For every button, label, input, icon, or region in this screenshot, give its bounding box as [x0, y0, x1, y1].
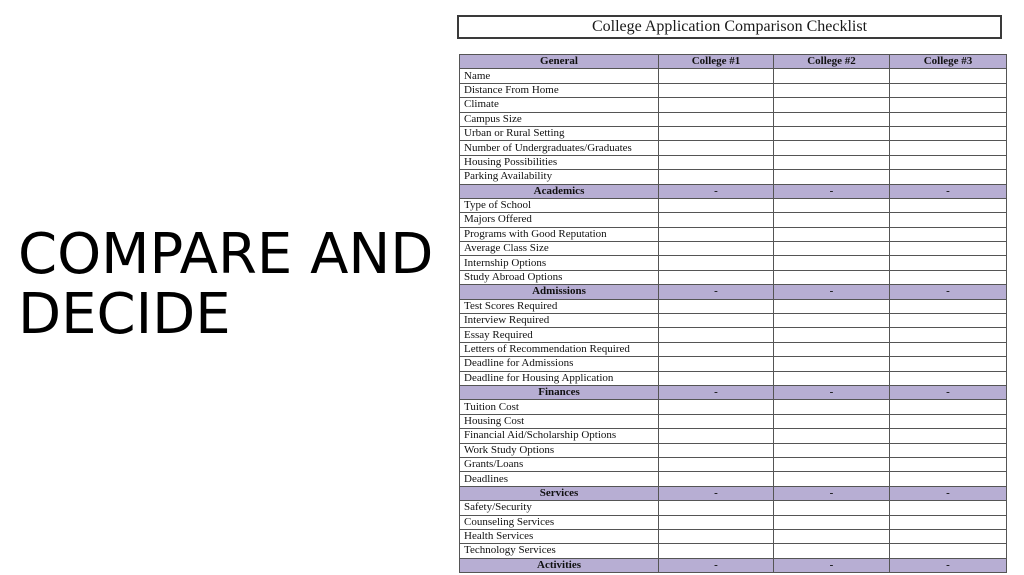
- empty-cell: [890, 472, 1007, 486]
- slide-title: COMPARE AND DECIDE: [18, 222, 434, 347]
- table-row: [460, 198, 1007, 212]
- empty-cell: [659, 98, 774, 112]
- column-header: College #3: [890, 55, 1007, 69]
- section-label: Academics: [460, 184, 659, 198]
- empty-cell: [890, 429, 1007, 443]
- empty-cell: [659, 501, 774, 515]
- table-row: [460, 529, 1007, 543]
- empty-cell: [890, 357, 1007, 371]
- empty-cell: [659, 342, 774, 356]
- row-label: Deadline for Admissions: [460, 357, 659, 371]
- row-label: Interview Required: [460, 314, 659, 328]
- empty-cell: [774, 155, 890, 169]
- empty-cell: [659, 227, 774, 241]
- table-row: [460, 112, 1007, 126]
- empty-cell: [659, 126, 774, 140]
- table-row: [460, 98, 1007, 112]
- column-header: General: [460, 55, 659, 69]
- empty-cell: [774, 170, 890, 184]
- table-row: [460, 314, 1007, 328]
- table-row: [460, 371, 1007, 385]
- table-row: [460, 457, 1007, 471]
- section-row: [460, 385, 1007, 399]
- empty-cell: [774, 198, 890, 212]
- row-label: Parking Availability: [460, 170, 659, 184]
- section-label: Admissions: [460, 285, 659, 299]
- table-row: [460, 443, 1007, 457]
- section-label: Activities: [460, 558, 659, 572]
- empty-cell: [890, 270, 1007, 284]
- empty-cell: [774, 429, 890, 443]
- table-row: [460, 126, 1007, 140]
- section-mark: -: [890, 558, 1007, 572]
- row-label: Majors Offered: [460, 213, 659, 227]
- row-label: Work Study Options: [460, 443, 659, 457]
- empty-cell: [890, 371, 1007, 385]
- empty-cell: [659, 213, 774, 227]
- empty-cell: [890, 69, 1007, 83]
- row-label: Internship Options: [460, 256, 659, 270]
- section-mark: -: [890, 486, 1007, 500]
- empty-cell: [890, 342, 1007, 356]
- empty-cell: [659, 400, 774, 414]
- empty-cell: [890, 155, 1007, 169]
- checklist-table: [459, 54, 1007, 573]
- empty-cell: [659, 357, 774, 371]
- section-mark: -: [659, 486, 774, 500]
- section-mark: -: [890, 285, 1007, 299]
- table-row: [460, 328, 1007, 342]
- row-label: Tuition Cost: [460, 400, 659, 414]
- row-label: Counseling Services: [460, 515, 659, 529]
- column-header: College #2: [774, 55, 890, 69]
- empty-cell: [890, 141, 1007, 155]
- table-row: [460, 242, 1007, 256]
- row-label: Name: [460, 69, 659, 83]
- section-mark: -: [890, 385, 1007, 399]
- empty-cell: [659, 242, 774, 256]
- empty-cell: [774, 227, 890, 241]
- empty-cell: [774, 443, 890, 457]
- table-row: [460, 357, 1007, 371]
- empty-cell: [774, 270, 890, 284]
- empty-cell: [890, 198, 1007, 212]
- empty-cell: [659, 155, 774, 169]
- section-row: [460, 184, 1007, 198]
- checklist-title: College Application Comparison Checklist: [457, 15, 1002, 39]
- section-mark: -: [774, 385, 890, 399]
- empty-cell: [659, 414, 774, 428]
- section-row: [460, 558, 1007, 572]
- empty-cell: [774, 256, 890, 270]
- empty-cell: [774, 141, 890, 155]
- empty-cell: [890, 515, 1007, 529]
- empty-cell: [890, 414, 1007, 428]
- table-row: [460, 213, 1007, 227]
- row-label: Type of School: [460, 198, 659, 212]
- empty-cell: [890, 112, 1007, 126]
- section-label: Services: [460, 486, 659, 500]
- empty-cell: [659, 314, 774, 328]
- empty-cell: [774, 98, 890, 112]
- row-label: Letters of Recommendation Required: [460, 342, 659, 356]
- table-row: [460, 256, 1007, 270]
- table-row: [460, 69, 1007, 83]
- section-mark: -: [659, 285, 774, 299]
- row-label: Climate: [460, 98, 659, 112]
- empty-cell: [659, 112, 774, 126]
- empty-cell: [659, 141, 774, 155]
- table-row: [460, 414, 1007, 428]
- section-label: Finances: [460, 385, 659, 399]
- empty-cell: [774, 83, 890, 97]
- row-label: Grants/Loans: [460, 457, 659, 471]
- empty-cell: [774, 400, 890, 414]
- section-mark: -: [659, 385, 774, 399]
- table-row: [460, 170, 1007, 184]
- empty-cell: [890, 227, 1007, 241]
- table-row: [460, 429, 1007, 443]
- empty-cell: [774, 371, 890, 385]
- row-label: Housing Possibilities: [460, 155, 659, 169]
- table-row: [460, 501, 1007, 515]
- empty-cell: [890, 98, 1007, 112]
- row-label: Urban or Rural Setting: [460, 126, 659, 140]
- empty-cell: [774, 242, 890, 256]
- section-mark: -: [774, 486, 890, 500]
- section-mark: -: [774, 184, 890, 198]
- table-row: [460, 544, 1007, 558]
- row-label: Technology Services: [460, 544, 659, 558]
- row-label: Health Services: [460, 529, 659, 543]
- row-label: Safety/Security: [460, 501, 659, 515]
- section-row: [460, 486, 1007, 500]
- empty-cell: [890, 242, 1007, 256]
- empty-cell: [890, 529, 1007, 543]
- empty-cell: [774, 69, 890, 83]
- row-label: Deadlines: [460, 472, 659, 486]
- empty-cell: [659, 83, 774, 97]
- empty-cell: [659, 170, 774, 184]
- empty-cell: [774, 314, 890, 328]
- empty-cell: [890, 256, 1007, 270]
- empty-cell: [774, 472, 890, 486]
- empty-cell: [659, 198, 774, 212]
- section-mark: -: [890, 184, 1007, 198]
- empty-cell: [774, 328, 890, 342]
- row-label: Deadline for Housing Application: [460, 371, 659, 385]
- empty-cell: [659, 371, 774, 385]
- empty-cell: [774, 112, 890, 126]
- section-mark: -: [659, 558, 774, 572]
- empty-cell: [774, 544, 890, 558]
- empty-cell: [890, 501, 1007, 515]
- table-row: [460, 472, 1007, 486]
- row-label: Campus Size: [460, 112, 659, 126]
- table-row: [460, 270, 1007, 284]
- empty-cell: [774, 126, 890, 140]
- empty-cell: [659, 299, 774, 313]
- empty-cell: [774, 213, 890, 227]
- table-header-row: [460, 55, 1007, 69]
- table-row: [460, 342, 1007, 356]
- row-label: Housing Cost: [460, 414, 659, 428]
- table-row: [460, 141, 1007, 155]
- empty-cell: [774, 457, 890, 471]
- row-label: Essay Required: [460, 328, 659, 342]
- empty-cell: [774, 357, 890, 371]
- section-row: [460, 285, 1007, 299]
- table-row: [460, 515, 1007, 529]
- empty-cell: [890, 83, 1007, 97]
- row-label: Number of Undergraduates/Graduates: [460, 141, 659, 155]
- empty-cell: [774, 529, 890, 543]
- empty-cell: [890, 170, 1007, 184]
- row-label: Financial Aid/Scholarship Options: [460, 429, 659, 443]
- empty-cell: [890, 314, 1007, 328]
- empty-cell: [659, 256, 774, 270]
- row-label: Programs with Good Reputation: [460, 227, 659, 241]
- empty-cell: [890, 457, 1007, 471]
- empty-cell: [659, 328, 774, 342]
- empty-cell: [659, 457, 774, 471]
- section-mark: -: [774, 558, 890, 572]
- table-row: [460, 299, 1007, 313]
- row-label: Test Scores Required: [460, 299, 659, 313]
- table-row: [460, 400, 1007, 414]
- empty-cell: [890, 126, 1007, 140]
- empty-cell: [890, 400, 1007, 414]
- empty-cell: [774, 342, 890, 356]
- empty-cell: [659, 529, 774, 543]
- column-header: College #1: [659, 55, 774, 69]
- empty-cell: [890, 443, 1007, 457]
- empty-cell: [774, 414, 890, 428]
- empty-cell: [659, 472, 774, 486]
- section-mark: -: [659, 184, 774, 198]
- table-row: [460, 227, 1007, 241]
- empty-cell: [659, 69, 774, 83]
- row-label: Distance From Home: [460, 83, 659, 97]
- empty-cell: [659, 544, 774, 558]
- row-label: Average Class Size: [460, 242, 659, 256]
- empty-cell: [659, 429, 774, 443]
- empty-cell: [774, 299, 890, 313]
- row-label: Study Abroad Options: [460, 270, 659, 284]
- table-row: [460, 155, 1007, 169]
- section-mark: -: [774, 285, 890, 299]
- empty-cell: [890, 299, 1007, 313]
- empty-cell: [659, 443, 774, 457]
- empty-cell: [890, 544, 1007, 558]
- table-row: [460, 83, 1007, 97]
- empty-cell: [659, 515, 774, 529]
- checklist-image: [455, 14, 1008, 575]
- checklist-body: [460, 69, 1007, 573]
- empty-cell: [774, 515, 890, 529]
- empty-cell: [890, 213, 1007, 227]
- empty-cell: [890, 328, 1007, 342]
- empty-cell: [774, 501, 890, 515]
- empty-cell: [659, 270, 774, 284]
